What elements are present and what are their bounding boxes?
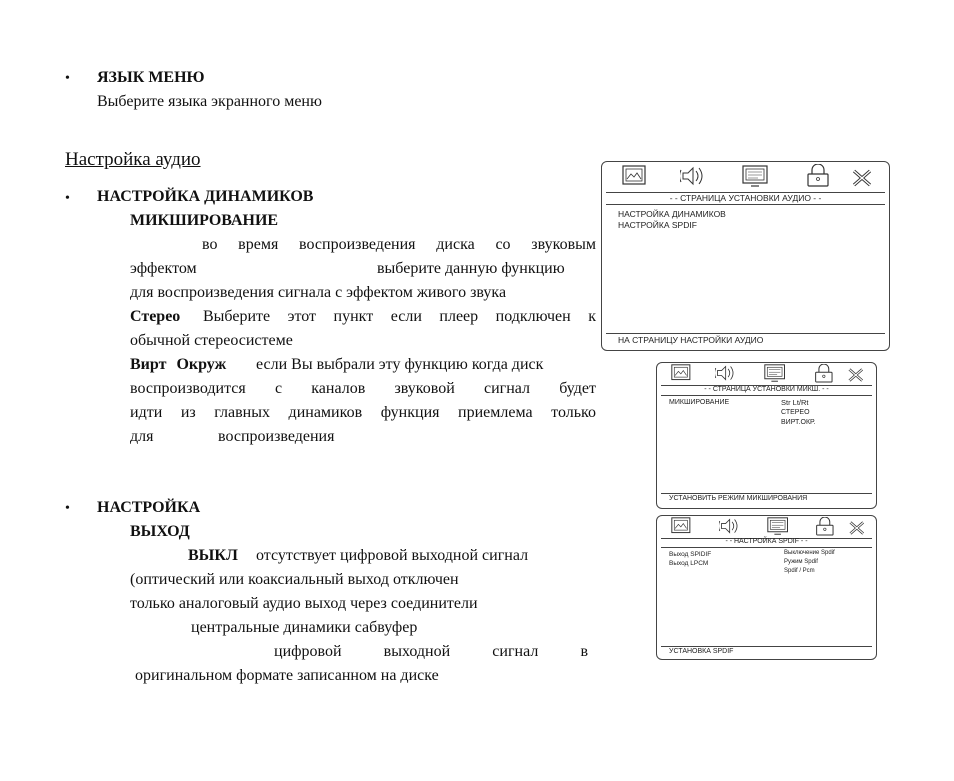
divider (661, 395, 872, 396)
off-line-2: (оптический или коаксиальный выход отключен (130, 571, 459, 588)
mixing-setup-page-screen (656, 362, 877, 509)
speakers-title: НАСТРОЙКА ДИНАМИКОВ (97, 188, 314, 205)
off-line-4: центральные динамики сабвуфер (191, 619, 418, 636)
mixing-title: МИКШИРОВАНИЕ (130, 212, 279, 229)
virt-line-4a: для (130, 428, 154, 445)
panel-footer: УСТАНОВИТЬ РЕЖИМ МИКШИРОВАНИЯ (669, 495, 808, 502)
output-subtitle: ВЫХОД (130, 523, 190, 540)
off-line-3: только аналоговый аудио выход через соединители (130, 595, 478, 612)
stereo-line-1: Выберите этот пункт если плеер подключен к (203, 308, 596, 325)
option-str-lt-rt: Str Lt/Rt (781, 398, 809, 407)
raw-line-1: цифровой выходной сигнал в (274, 643, 588, 660)
spdif-setup-page-screen (656, 515, 877, 660)
bullet: • (65, 71, 70, 86)
divider (661, 547, 872, 548)
raw-line-2: оригинальном формате записанном на диске (135, 667, 439, 684)
lang-menu-desc: Выберите языка экранного меню (97, 93, 322, 110)
divider (661, 493, 872, 494)
option-spdif-raw: Ружим Spdif (784, 559, 818, 565)
off-line-1: отсутствует цифровой выходной сигнал (256, 547, 529, 564)
panel-title: - - НАСТРОЙКА SPDIF - - (725, 538, 808, 545)
icon-row (657, 363, 876, 385)
divider (606, 333, 885, 334)
menu-item-spdif: НАСТРОЙКА SPDIF (618, 220, 697, 230)
virt-line-3: идти из главных динамиков функция приемлема только (130, 404, 596, 421)
stereo-label: Стерео (130, 308, 181, 325)
panel-title: - - СТРАНИЦА УСТАНОВКИ МИКШ. - - (704, 386, 829, 393)
divider (606, 204, 885, 205)
divider (661, 646, 872, 647)
option-stereo: СТЕРЕО (781, 409, 810, 416)
tv-screen-icon (742, 165, 770, 189)
panel-title: - - СТРАНИЦА УСТАНОВКИ АУДИО - - (669, 193, 822, 203)
off-label: ВЫКЛ (188, 547, 238, 564)
virt-line-1: если Вы выбрали эту функцию когда диск (256, 356, 544, 373)
close-icon (851, 168, 875, 190)
option-virtual-surround: ВИРТ.ОКР. (781, 419, 816, 426)
output-title: НАСТРОЙКА (97, 499, 201, 516)
virt-label: Вирт Окруж (130, 356, 227, 373)
virt-line-2: воспроизводится с каналов звуковой сигнал будет (130, 380, 596, 397)
bullet: • (65, 191, 70, 206)
menu-item-spdif-output: Выход SPIDIF (669, 551, 712, 558)
mixing-line-1: во время воспроизведения диска со звуковым (202, 236, 596, 253)
stereo-line-2: обычной стереосистеме (130, 332, 293, 349)
audio-setup-page-screen (601, 161, 890, 351)
lock-icon (806, 164, 832, 189)
menu-item-mixing: МИКШИРОВАНИЕ (669, 399, 730, 406)
panel-footer: НА СТРАНИЦУ НАСТРОЙКИ АУДИО (618, 335, 764, 345)
virt-line-4b: воспроизведения (218, 428, 335, 445)
mixing-line-2b: выберите данную функцию (377, 260, 565, 277)
menu-item-lpcm-output: Выход LPCM (669, 560, 709, 567)
audio-heading: Настройка аудио (65, 149, 201, 170)
menu-item-speakers: НАСТРОЙКА ДИНАМИКОВ (618, 209, 726, 219)
icon-row (602, 162, 889, 192)
panel-footer: УСТАНОВКА SPDIF (669, 648, 734, 655)
speaker-icon (680, 165, 708, 189)
option-spdif-pcm: Spdif / Pcm (784, 568, 815, 574)
picture-icon (622, 165, 648, 189)
bullet: • (65, 501, 70, 516)
lang-menu-title: ЯЗЫК МЕНЮ (97, 69, 205, 86)
mixing-line-3: для воспроизведения сигнала с эффектом живого звука (130, 284, 507, 301)
mixing-line-2a: эффектом (130, 260, 197, 277)
icon-row (657, 516, 876, 538)
option-spdif-off: Выключение Spdif (784, 550, 835, 556)
